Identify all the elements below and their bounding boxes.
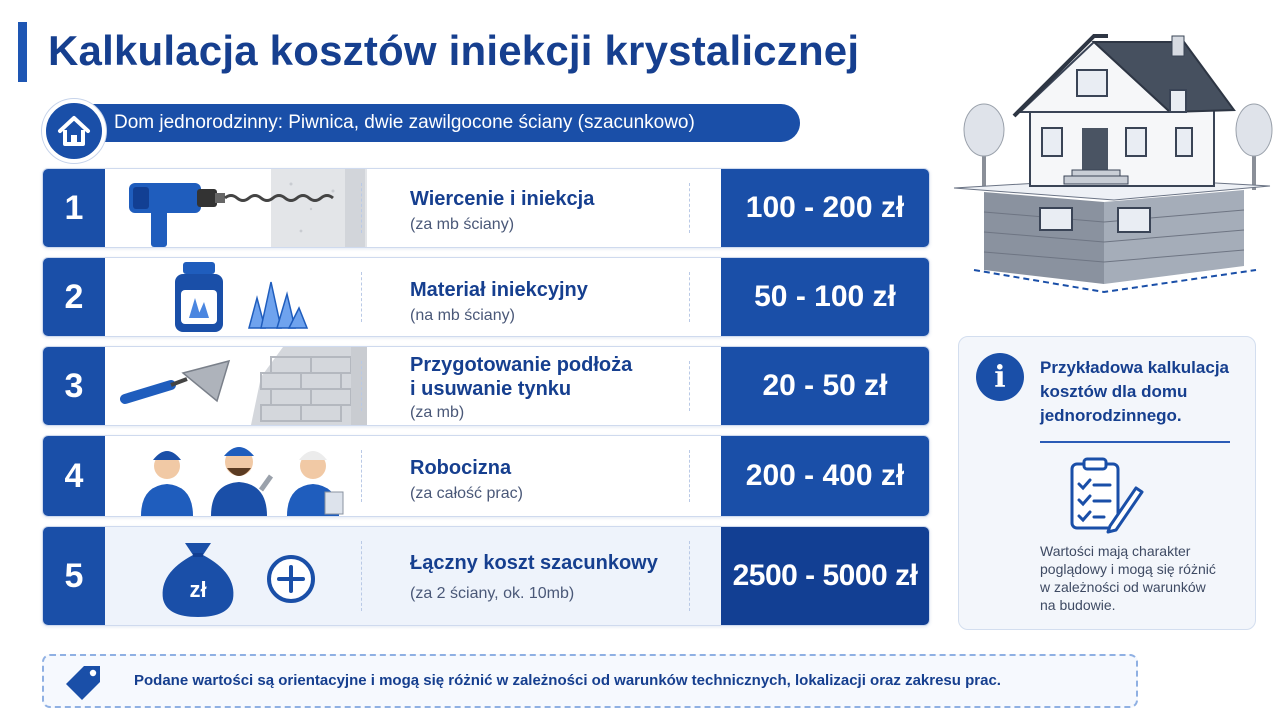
home-icon	[56, 113, 92, 149]
row-unit: (za mb ściany)	[410, 216, 515, 233]
page-title: Kalkulacja kosztów iniekcji krystalicznej	[48, 27, 860, 74]
row-title-line1: Przygotowanie podłoża	[410, 354, 633, 376]
house-illustration	[944, 30, 1280, 300]
row-separator	[689, 183, 690, 233]
row-number: 4	[43, 436, 105, 516]
row-price-total: 2500 - 5000 zł	[721, 527, 929, 625]
workers-icon	[111, 436, 367, 516]
row-title: Robocizna	[410, 457, 512, 479]
row-unit: (za całość prac)	[410, 485, 523, 502]
drill-icon	[111, 169, 367, 247]
row-price: 20 - 50 zł	[721, 347, 929, 425]
row-separator	[689, 541, 690, 611]
cost-row-labor	[42, 435, 930, 517]
row-separator	[361, 272, 362, 322]
row-separator	[689, 361, 690, 411]
info-divider	[1040, 441, 1230, 443]
row-unit: (za mb)	[410, 404, 465, 421]
row-number: 5	[43, 527, 105, 625]
row-separator	[361, 541, 362, 611]
money-bag-label: zł	[189, 577, 207, 602]
cost-row-preparation	[42, 346, 930, 426]
footer-text: Podane wartości są orientacyjne i mogą się różnić w zależności od warunków technicznych, lokalizacji oraz zakresu prac.	[134, 672, 1001, 689]
chemical-bottle-crystal-icon	[111, 258, 367, 336]
cost-row-total	[42, 526, 930, 626]
row-separator	[361, 361, 362, 411]
info-note: Wartości mają charakter poglądowy i mogą się różnić w zależności od warunków na budowie.	[1040, 543, 1216, 613]
info-heading: Przykładowa kalkulacja kosztów dla domu jednorodzinnego.	[1040, 358, 1229, 425]
row-number: 1	[43, 169, 105, 247]
row-number: 2	[43, 258, 105, 336]
row-separator	[689, 272, 690, 322]
subtitle-text: Dom jednorodzinny: Piwnica, dwie zawilgocone ściany (szacunkowo)	[114, 112, 695, 133]
row-price: 200 - 400 zł	[721, 436, 929, 516]
row-price: 50 - 100 zł	[721, 258, 929, 336]
row-number: 3	[43, 347, 105, 425]
row-unit: (za 2 ściany, ok. 10mb)	[410, 585, 575, 602]
cost-row-drilling	[42, 168, 930, 248]
info-icon: i	[976, 353, 1024, 401]
row-title: Łączny koszt szacunkowy	[410, 552, 658, 574]
title-accent-bar	[18, 22, 27, 82]
home-badge	[42, 99, 106, 163]
money-bag-plus-icon	[111, 527, 367, 625]
price-tag-icon	[62, 660, 106, 700]
row-separator	[689, 450, 690, 502]
row-title: Wiercenie i iniekcja	[410, 188, 595, 210]
row-price: 100 - 200 zł	[721, 169, 929, 247]
row-unit: (na mb ściany)	[410, 307, 515, 324]
row-separator	[361, 450, 362, 502]
row-title: Materiał iniekcyjny	[410, 279, 588, 301]
clipboard-checklist-icon	[1064, 456, 1144, 536]
row-title-line2: i usuwanie tynku	[410, 378, 572, 400]
trowel-brick-wall-icon	[111, 347, 367, 425]
cost-row-material	[42, 257, 930, 337]
row-separator	[361, 183, 362, 233]
